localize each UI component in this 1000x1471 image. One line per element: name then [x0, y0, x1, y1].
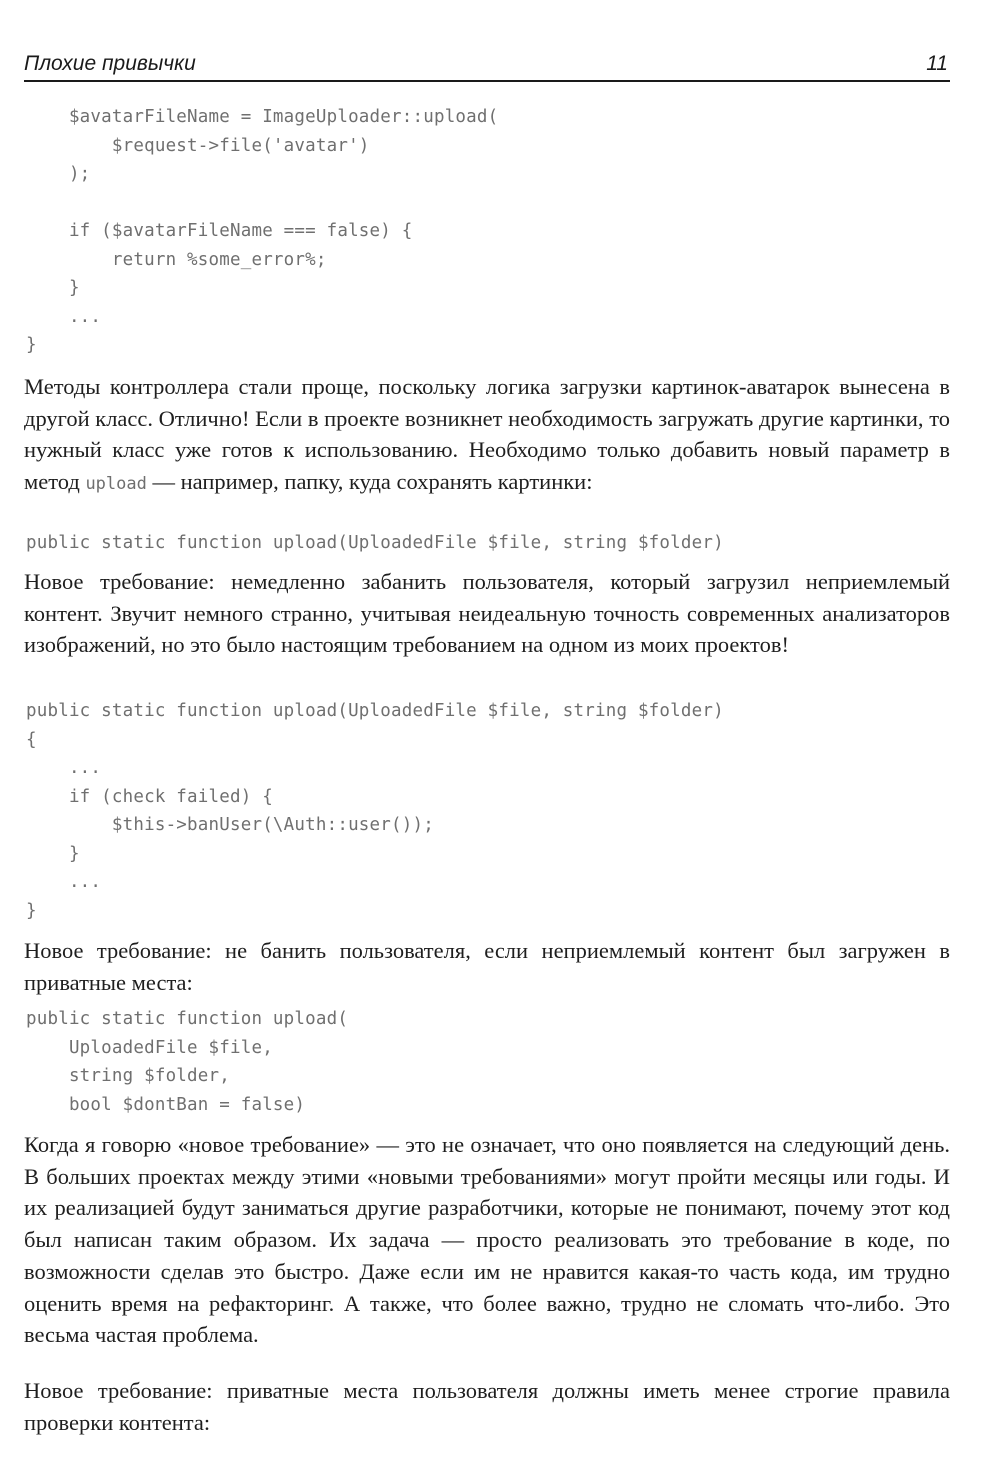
paragraph-controller-methods	[24, 371, 950, 501]
inline-code-upload: upload	[85, 474, 147, 495]
chapter-title: Плохие привычки	[24, 52, 196, 75]
paragraph-private-places: Новое требование: не банить пользователя, если неприемлемый контент был загружен в приватные места:	[24, 938, 950, 995]
paragraph-text-start: Методы контроллера стали проще, поскольку логика загрузки картинок-аватарок вынесена в другой класс. Отлично! Если в проекте возникнет необходимость загружать другие картинки, то нужный класс уже готов к использованию. Необходимо только добавить новый параметр в метод	[24, 374, 950, 495]
paragraph-less-strict-rules: Новое требование: приватные места пользователя должны иметь менее строгие правила проверки контента:	[24, 1378, 950, 1435]
page-number: 11	[926, 52, 948, 75]
paragraph-ban-requirement: Новое требование: немедленно забанить пользователя, который загрузил неприемлемый контент. Звучит немного странно, учитывая неидеальную точность современных анализаторов изображений, но это было настоящим требованием на одном из моих проектов!	[24, 569, 950, 658]
code-block-dont-ban: public static function upload( UploadedFile $file, string $folder, bool $dontBan = false)	[26, 1009, 349, 1115]
running-header	[24, 50, 950, 82]
paragraph-new-requirement-meaning: Когда я говорю «новое требование» — это не означает, что оно появляется на следующий день. В больших проектах между этими «новыми требованиями» могут пройти месяцы или годы. И их реализацией будут заниматься другие разработчики, которые не понимают, почему этот код был написан таким образом. Их задача — просто реализовать это требование в коде, по возможности сделав это быстро. Даже если им не нравится какая-то часть кода, им трудно оценить время на рефакторинг. А также, что более важно, трудно не сломать что-либо. Это весьма частая проблема.	[24, 1132, 950, 1348]
code-block-controller: $avatarFileName = ImageUploader::upload( $request->file('avatar') ); if ($avatarFileName === false) { return %some_error%; } ... }	[26, 107, 499, 355]
paragraph-text-end: — например, папку, куда сохранять картинки:	[146, 469, 593, 495]
code-block-ban-user: public static function upload(UploadedFile $file, string $folder) { ... if (check failed) { $this->banUser(\Auth::user()); } ... }	[26, 701, 724, 921]
code-block-upload-signature: public static function upload(UploadedFile $file, string $folder)	[26, 533, 724, 553]
